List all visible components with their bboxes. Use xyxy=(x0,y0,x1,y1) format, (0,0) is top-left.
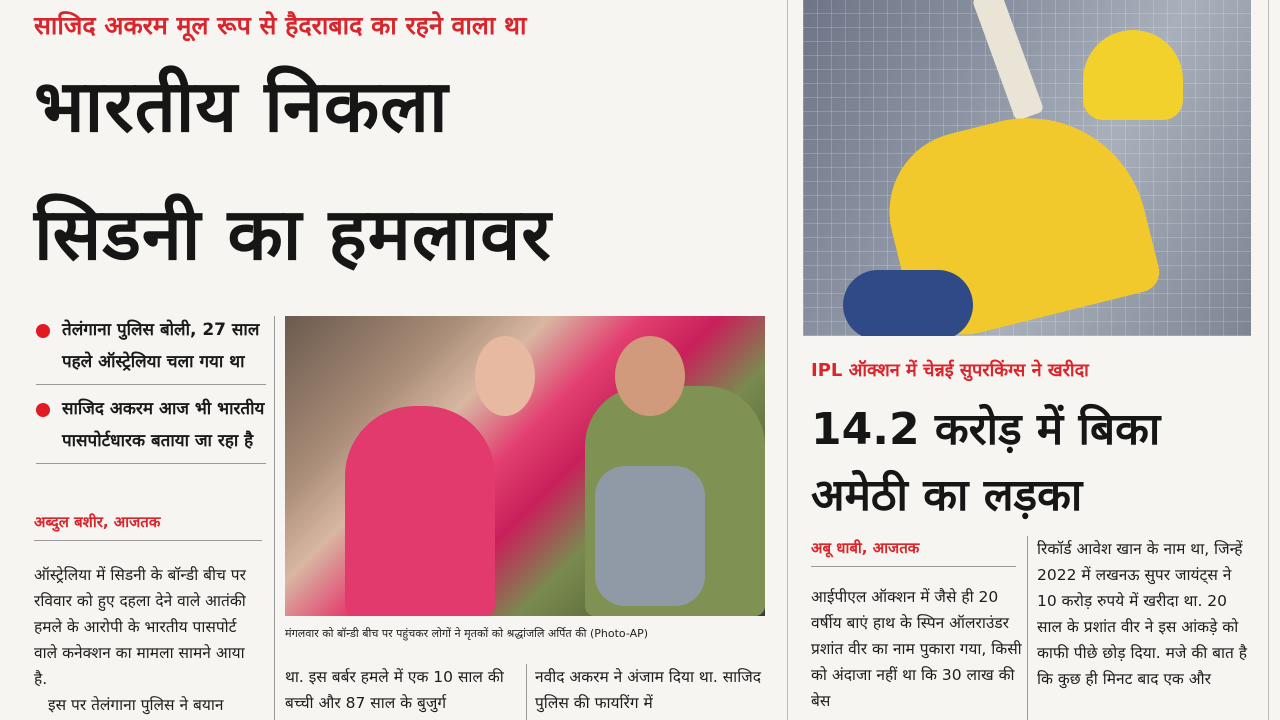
right-byline: अबू धाबी, आजतक xyxy=(811,538,1016,567)
photo-caption: मंगलवार को बॉन्डी बीच पर पहुंचकर लोगों ने मृतकों को श्रद्धांजलि अर्पित की (Photo-AP) xyxy=(285,627,649,640)
cricketer-photo xyxy=(803,0,1251,336)
right-headline-line2: अमेठी का लड़का xyxy=(811,470,1083,521)
left-kicker: साजिद अकरम मूल रूप से हैदराबाद का रहने वाला था xyxy=(34,11,527,40)
bullet-dot-icon xyxy=(36,324,50,338)
bullet-dot-icon xyxy=(36,403,50,417)
paragraph: ऑस्ट्रेलिया में सिडनी के बॉन्डी बीच पर रविवार को हुए दहला देने वाले आतंकी हमले के आरोपी के भारतीय पासपोर्ट वाले कनेक्शन का मामला सामने आया है. xyxy=(34,566,246,688)
left-body-column-1 xyxy=(34,562,262,718)
column-divider xyxy=(526,664,527,720)
paragraph: इस पर तेलंगाना पुलिस ने बयान xyxy=(48,696,224,714)
left-headline-line2: सिडनी का हमलावर xyxy=(34,192,552,276)
left-body-column-2: था. इस बर्बर हमले में एक 10 साल की बच्ची और 87 साल के बुजुर्ग xyxy=(285,668,504,712)
mourners-photo xyxy=(285,316,765,616)
bullet-item xyxy=(36,312,266,385)
right-body-column-1: आईपीएल ऑक्शन में जैसे ही 20 वर्षीय बाएं हाथ के स्पिन ऑलराउंडर प्रशांत वीर का नाम पुकारा गया, किसी को अंदाजा नहीं था कि 30 लाख की बेस xyxy=(811,588,1022,710)
left-headline-line1: भारतीय निकला xyxy=(34,64,449,148)
bullet-item xyxy=(36,391,266,464)
bullet-text: साजिद अकरम आज भी भारतीय पासपोर्टधारक बताया जा रहा है xyxy=(62,399,265,451)
column-divider xyxy=(1027,536,1028,720)
right-body-column-2: रिकॉर्ड आवेश खान के नाम था, जिन्हें 2022 में लखनऊ सुपर जायंट्स ने 10 करोड़ रुपये में खरीदा था. 20 साल के प्रशांत वीर ने इस आंकड़े को काफी पीछे छोड़ दिया. मजे की बात है कि कुछ ही मिनट बाद एक और xyxy=(1037,540,1248,688)
bullet-text: तेलंगाना पुलिस बोली, 27 साल पहले ऑस्ट्रेलिया चला गया था xyxy=(62,320,260,372)
right-kicker: IPL ऑक्शन में चेन्नई सुपरकिंग्स ने खरीदा xyxy=(811,360,1089,381)
column-divider xyxy=(274,316,275,720)
right-headline-line1: 14.2 करोड़ में बिका xyxy=(811,404,1161,455)
left-body-column-3: नवीद अकरम ने अंजाम दिया था. साजिद पुलिस की फायरिंग में xyxy=(535,668,761,712)
bullet-list xyxy=(36,312,266,470)
left-byline: अब्दुल बशीर, आजतक xyxy=(34,512,262,541)
